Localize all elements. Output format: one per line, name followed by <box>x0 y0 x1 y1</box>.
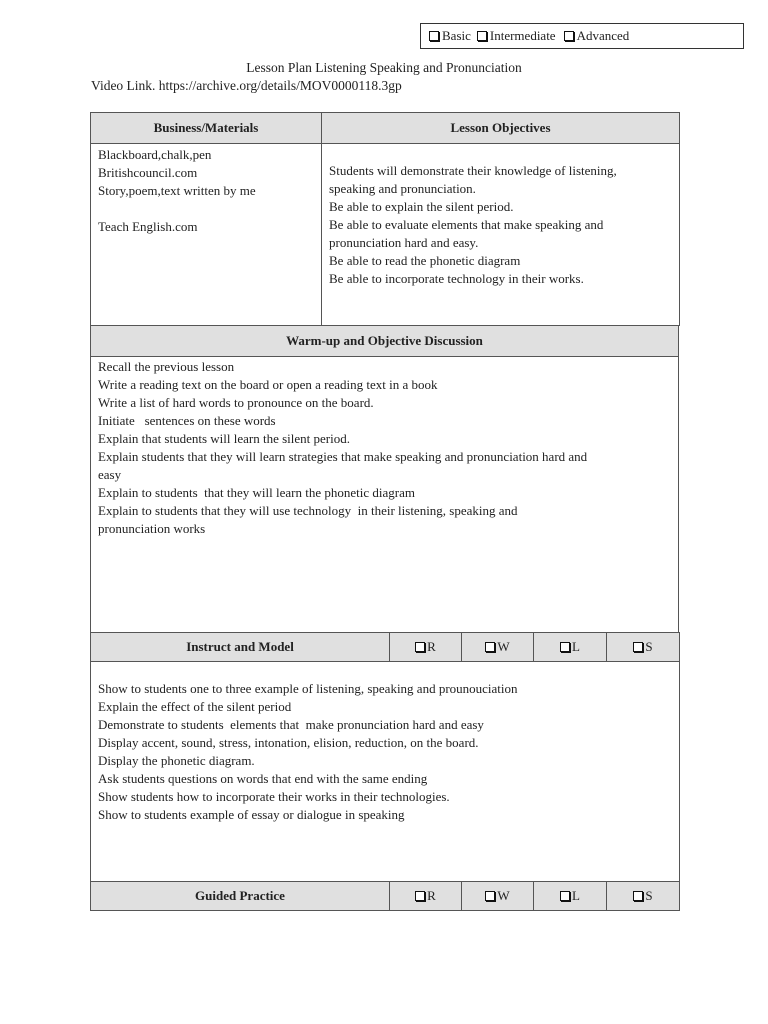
instruct-header: Instruct and Model <box>91 633 390 662</box>
instruct-line: Display accent, sound, stress, intonation, elision, reduction, on the board. <box>98 735 479 750</box>
warmup-line: Write a reading text on the board or open a reading text in a book <box>98 377 438 392</box>
checkbox-icon[interactable] <box>633 891 643 901</box>
warmup-cell <box>91 357 679 633</box>
objective-item: Be able to incorporate technology in their works. <box>329 271 584 286</box>
warmup-line: Initiate sentences on these words <box>98 413 276 428</box>
skill-writing[interactable]: W <box>462 633 534 662</box>
instruct-line: Show to students one to three example of listening, speaking and prounouciation <box>98 681 518 696</box>
material-item: Britishcouncil.com <box>98 165 198 180</box>
objective-item: pronunciation hard and easy. <box>329 235 479 250</box>
objective-item: Be able to read the phonetic diagram <box>329 253 521 268</box>
video-link[interactable]: Video Link. https://archive.org/details/MOV0000118.3gp <box>91 78 402 93</box>
checkbox-icon[interactable] <box>415 891 425 901</box>
lesson-plan <box>90 112 679 911</box>
warmup-table <box>90 325 679 633</box>
skill-listening[interactable]: L <box>534 633 607 662</box>
instruct-line: Ask students questions on words that end with the same ending <box>98 771 428 786</box>
checkbox-icon[interactable] <box>485 891 495 901</box>
skill-listening[interactable]: L <box>534 882 607 911</box>
level-basic[interactable]: Basic <box>429 27 471 45</box>
checkbox-icon[interactable] <box>633 642 643 652</box>
skill-speaking[interactable]: S <box>607 882 680 911</box>
checkbox-icon[interactable] <box>564 31 574 41</box>
checkbox-icon[interactable] <box>477 31 487 41</box>
material-item: Story,poem,text written by me <box>98 183 256 198</box>
warmup-line: Explain to students that they will learn the phonetic diagram <box>98 485 415 500</box>
checkbox-icon[interactable] <box>485 642 495 652</box>
instruct-line: Display the phonetic diagram. <box>98 753 255 768</box>
material-item <box>98 200 315 218</box>
warmup-line: Explain that students will learn the silent period. <box>98 431 351 446</box>
skill-reading[interactable]: R <box>390 633 462 662</box>
skill-reading[interactable]: R <box>390 882 462 911</box>
level-intermediate[interactable]: Intermediate <box>477 27 556 45</box>
level-advanced[interactable]: Advanced <box>564 27 630 45</box>
instruct-cell <box>91 662 680 882</box>
warmup-line: Explain students that they will learn strategies that make speaking and pronunciation hard and <box>98 449 588 464</box>
instruct-line: Show to students example of essay or dialogue in speaking <box>98 807 405 822</box>
objective-item: Students will demonstrate their knowledge of listening, <box>329 163 617 178</box>
skill-writing[interactable]: W <box>462 882 534 911</box>
material-item: Teach English.com <box>98 219 198 234</box>
warmup-line: Recall the previous lesson <box>98 359 235 374</box>
guided-header: Guided Practice <box>91 882 390 911</box>
checkbox-icon[interactable] <box>560 642 570 652</box>
objectives-header: Lesson Objectives <box>322 113 680 144</box>
document-title: Lesson Plan Listening Speaking and Pronunciation <box>246 60 522 75</box>
materials-header: Business/Materials <box>91 113 322 144</box>
checkbox-icon[interactable] <box>429 31 439 41</box>
warmup-line: pronunciation works <box>98 521 206 536</box>
warmup-line: Write a list of hard words to pronounce on the board. <box>98 395 374 410</box>
instruct-line: Explain the effect of the silent period <box>98 699 292 714</box>
material-item: Blackboard,chalk,pen <box>98 147 212 162</box>
objective-item: speaking and pronunciation. <box>329 181 476 196</box>
warmup-line: easy <box>98 467 122 482</box>
objectives-cell <box>322 144 680 326</box>
materials-cell <box>91 144 322 326</box>
warmup-line: Explain to students that they will use technology in their listening, speaking and <box>98 503 518 518</box>
checkbox-icon[interactable] <box>415 642 425 652</box>
level-selector <box>420 23 744 49</box>
instruct-table <box>90 632 680 911</box>
materials-objectives-table <box>90 112 680 326</box>
skill-speaking[interactable]: S <box>607 633 680 662</box>
instruct-line: Demonstrate to students elements that make pronunciation hard and easy <box>98 717 484 732</box>
instruct-line: Show students how to incorporate their works in their technologies. <box>98 789 450 804</box>
warmup-header: Warm-up and Objective Discussion <box>91 326 679 357</box>
objective-item: Be able to evaluate elements that make speaking and <box>329 217 604 232</box>
checkbox-icon[interactable] <box>560 891 570 901</box>
objective-item: Be able to explain the silent period. <box>329 199 514 214</box>
